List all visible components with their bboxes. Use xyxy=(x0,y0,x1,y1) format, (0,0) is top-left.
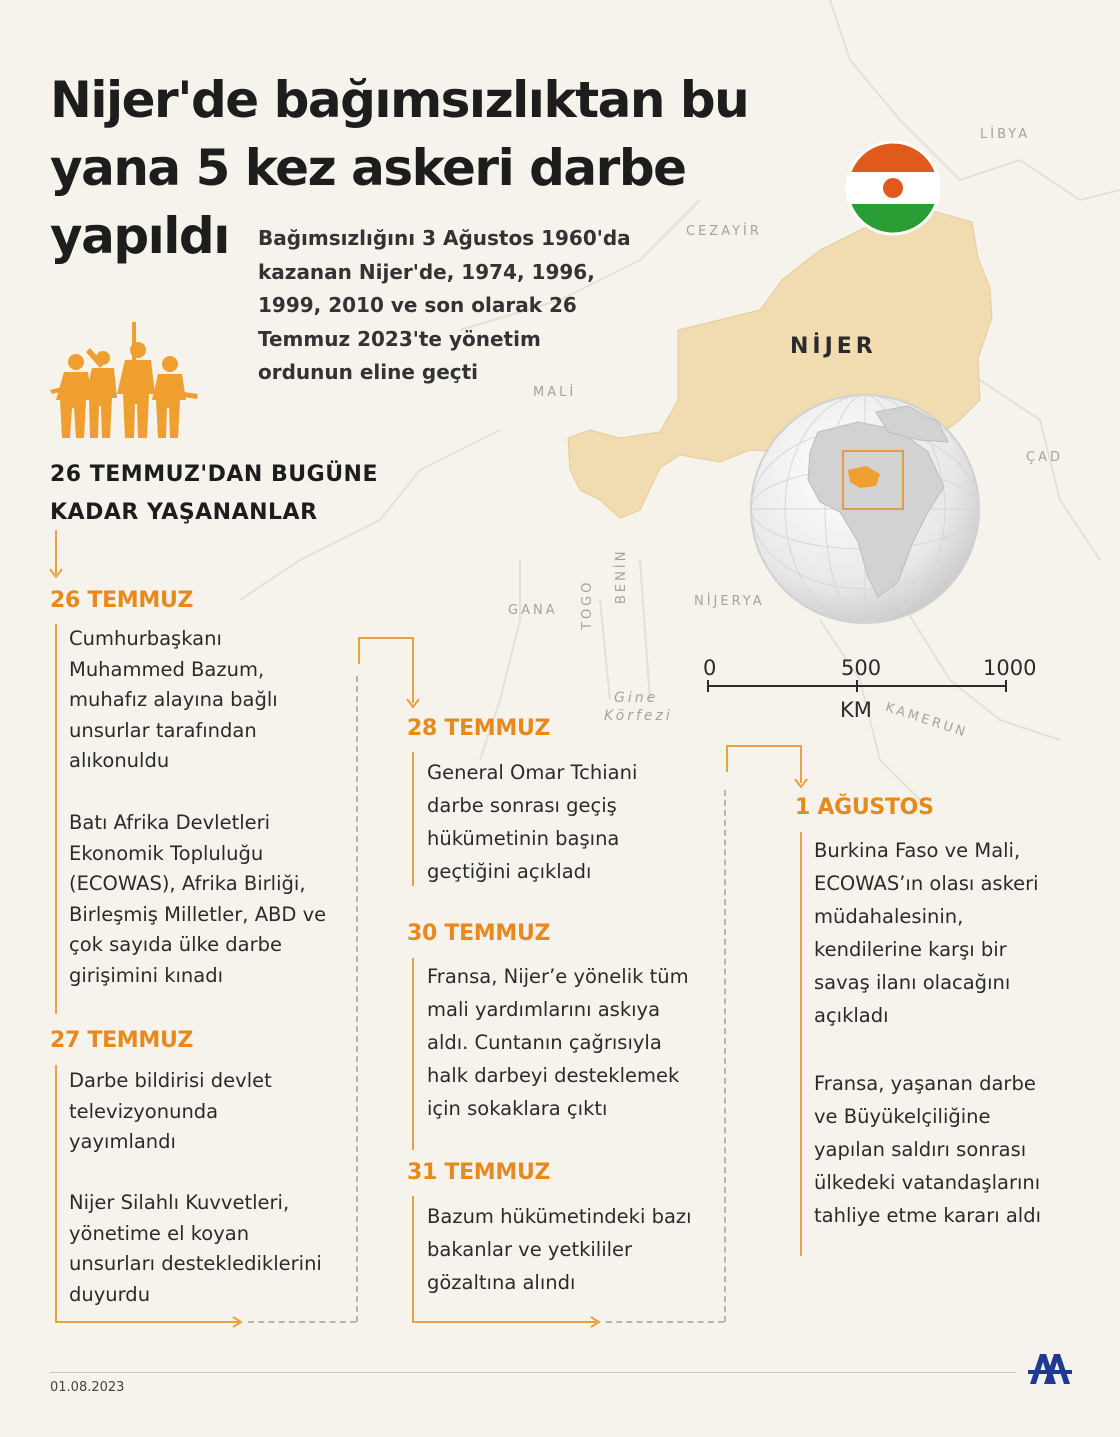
timeline-connector xyxy=(248,1321,356,1323)
timeline-line xyxy=(412,752,414,886)
timeline-line xyxy=(412,1196,414,1323)
arrow-down-icon xyxy=(49,568,63,580)
event-text: Batı Afrika Devletleri Ekonomik Topluluğu (ECOWAS), Afrika Birliği, Birleşmiş Milletler, ABD ve çok sayıda ülke darbe girişimini kınadı xyxy=(69,811,327,987)
scale-label-0: 0 xyxy=(703,656,717,680)
page-title: Nijer'de bağımsızlıktan bu yana 5 kez askeri darbe yapıldı xyxy=(50,71,749,265)
event-date: 1 AĞUSTOS xyxy=(795,795,934,820)
country-label-algeria: CEZAYİR xyxy=(686,224,762,239)
timeline-line xyxy=(358,638,360,664)
timeline-heading: 26 TEMMUZ'DAN BUGÜNE KADAR YAŞANANLAR xyxy=(50,462,379,525)
country-label-mali: MALİ xyxy=(533,385,577,400)
country-label-chad: ÇAD xyxy=(1026,450,1063,465)
scale-label-1000: 1000 xyxy=(983,656,1037,680)
arrow-down-icon xyxy=(794,778,808,790)
niger-label: NİJER xyxy=(790,334,877,359)
timeline-line xyxy=(726,746,728,772)
event-text: General Omar Tchiani darbe sonrası geçiş hükümetinin başına geçtiğini açıkladı xyxy=(427,761,638,883)
country-label-benin: BENİN xyxy=(614,548,629,604)
timeline-line xyxy=(726,745,802,747)
niger-flag-icon xyxy=(845,140,941,236)
timeline-connector xyxy=(724,790,726,1322)
scale-unit: KM xyxy=(840,698,872,722)
event-text: Cumhurbaşkanı Muhammed Bazum, muhafız alayına bağlı unsurlar tarafından alıkonuldu xyxy=(69,627,278,772)
globe-icon xyxy=(748,392,982,626)
timeline-line xyxy=(55,1065,57,1323)
timeline-connector xyxy=(606,1321,724,1323)
country-label-nigeria: NİJERYA xyxy=(694,594,765,609)
scale-bar xyxy=(706,680,1008,692)
timeline-line xyxy=(358,637,414,639)
footer-date: 01.08.2023 xyxy=(50,1380,125,1395)
country-label-togo: TOGO xyxy=(580,579,595,630)
timeline-line xyxy=(55,1321,240,1323)
gulf-label-line2: Körfezi xyxy=(604,708,673,724)
arrow-right-icon xyxy=(232,1316,244,1328)
event-date: 26 TEMMUZ xyxy=(50,588,194,613)
event-text: Darbe bildirisi devlet televizyonunda yayımlandı xyxy=(69,1069,272,1153)
event-date: 30 TEMMUZ xyxy=(407,921,551,946)
event-date: 27 TEMMUZ xyxy=(50,1028,194,1053)
arrow-right-icon xyxy=(590,1316,602,1328)
event-text: Burkina Faso ve Mali, ECOWAS’ın olası askeri müdahalesinin, kendilerine karşı bir savaş ilanı olacağını açıkladı xyxy=(814,839,1039,1027)
timeline-connector xyxy=(356,676,358,1322)
event-text: Fransa, yaşanan darbe ve Büyükelçiliğine yapılan saldırı sonrası ülkedeki vatandaşlarını tahliye etme kararı aldı xyxy=(814,1072,1042,1227)
soldiers-icon xyxy=(48,322,198,442)
event-date: 31 TEMMUZ xyxy=(407,1160,551,1185)
timeline-line xyxy=(800,832,802,1256)
event-date: 28 TEMMUZ xyxy=(407,716,551,741)
event-text: Fransa, Nijer’e yönelik tüm mali yardımlarını askıya aldı. Cuntanın çağrısıyla halk darbeyi desteklemek için sokaklara çıktı xyxy=(427,965,689,1120)
timeline-line xyxy=(412,1321,596,1323)
arrow-down-icon xyxy=(406,698,420,710)
intro-text: Bağımsızlığını 3 Ağustos 1960'da kazanan Nijer'de, 1974, 1996, 1999, 2010 ve son olarak 26 Temmuz 2023'te yönetim ordunun eline geçti xyxy=(258,226,631,384)
timeline-line xyxy=(412,958,414,1150)
country-label-libya: LİBYA xyxy=(980,127,1031,142)
aa-logo-icon xyxy=(1028,1350,1072,1386)
country-label-cameroon: KAMERUN xyxy=(883,700,970,741)
gulf-label-line1: Gine xyxy=(614,690,659,706)
footer-divider xyxy=(50,1372,1016,1373)
event-text: Nijer Silahlı Kuvvetleri, yönetime el koyan unsurları desteklediklerini duyurdu xyxy=(69,1191,322,1306)
event-text: Bazum hükümetindeki bazı bakanlar ve yetkililer gözaltına alındı xyxy=(427,1205,692,1294)
timeline-line xyxy=(55,624,57,1014)
country-label-ghana: GANA xyxy=(508,603,558,618)
timeline-line xyxy=(412,637,414,703)
scale-label-500: 500 xyxy=(841,656,882,680)
